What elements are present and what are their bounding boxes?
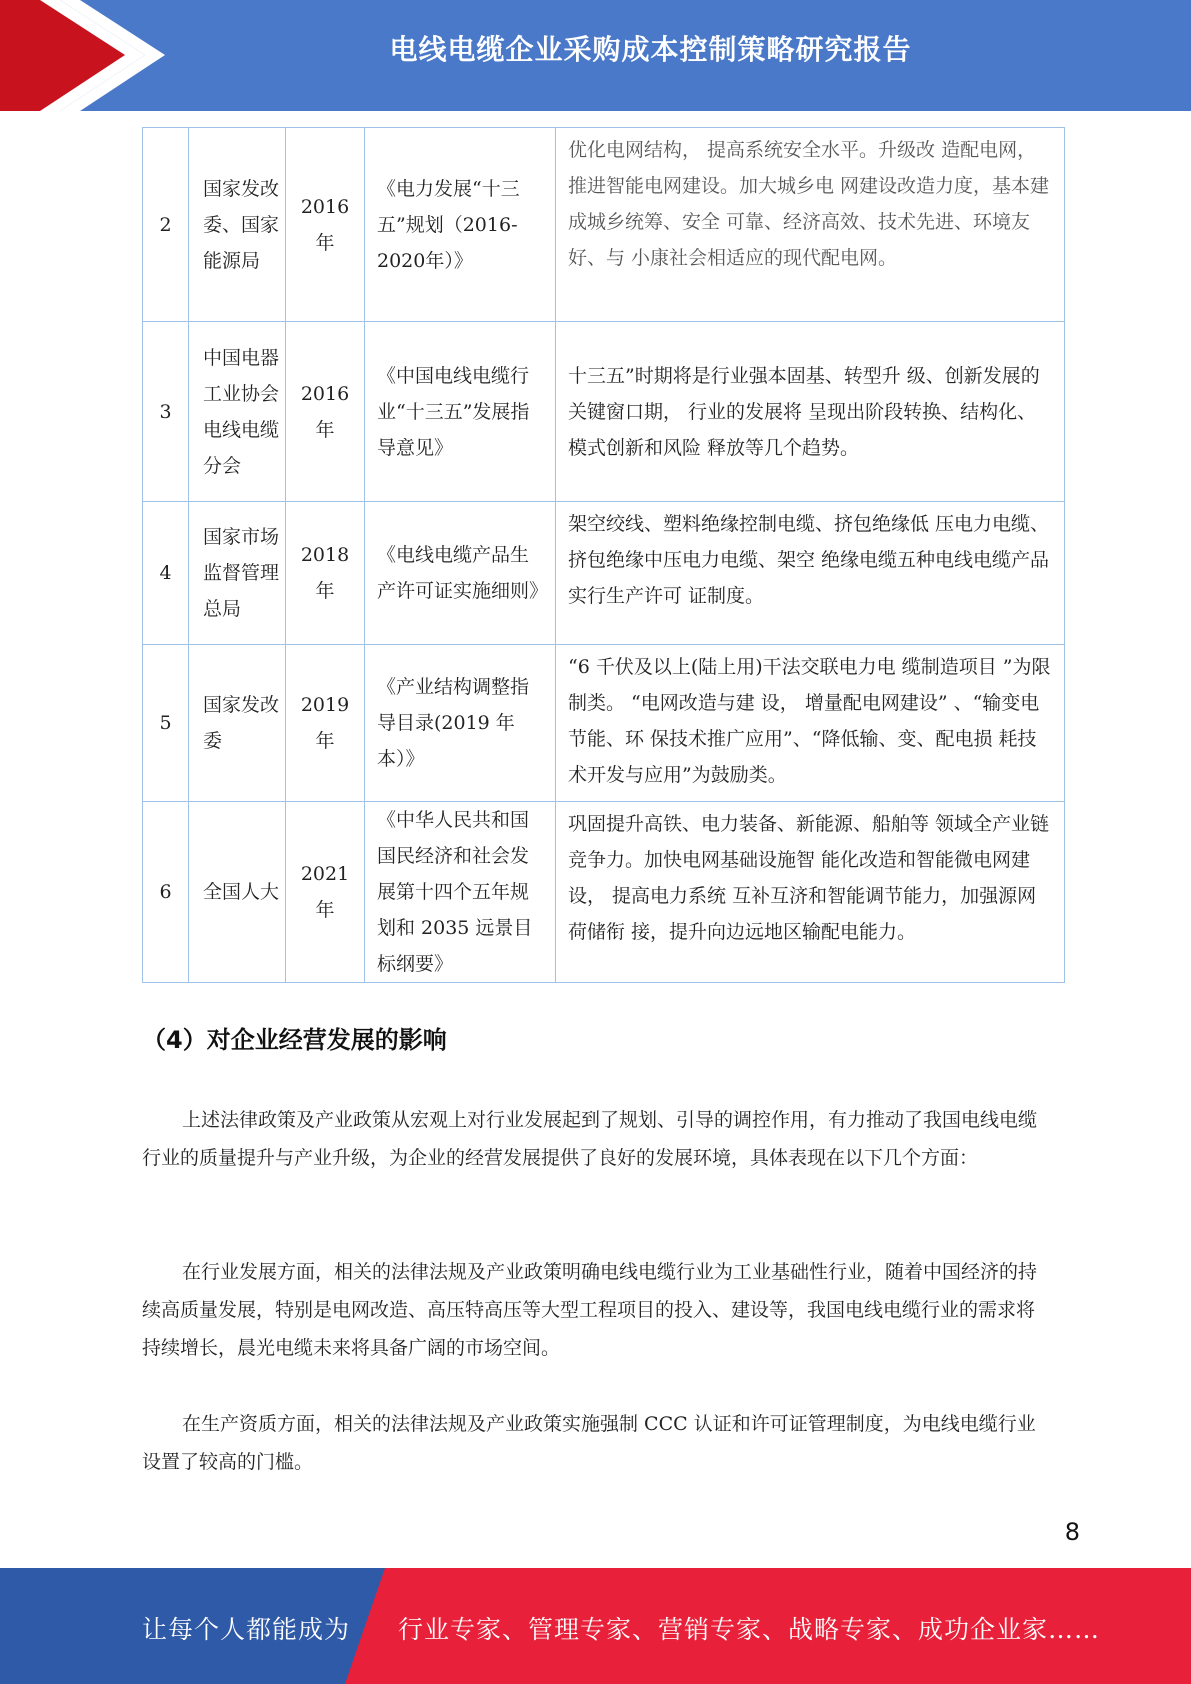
footer-slogan-left: 让每个人都能成为 (142, 1615, 351, 1644)
footer-slogan-right: 行业专家、管理专家、营销专家、战略专家、成功企业家…… (398, 1615, 1101, 1644)
policy-document: 《电力发展“十三五”规划（2016-2020年）》 (365, 128, 556, 322)
table-row (143, 322, 1065, 502)
table-row (143, 645, 1065, 802)
policy-document: 《中华人民共和国国民经济和社会发展第十四个五年规划和 2035 远景目标纲要》 (365, 802, 556, 983)
row-number: 4 (143, 502, 189, 645)
page-header (0, 0, 1191, 111)
issuing-organization: 国家发改委、国家能源局 (189, 128, 286, 322)
policy-document: 《中国电线电缆行业“十三五”发展指导意见》 (365, 322, 556, 502)
row-number: 6 (143, 802, 189, 983)
body-paragraph: 在生产资质方面，相关的法律法规及产业政策实施强制 CCC 认证和许可证管理制度，为电线电缆行业设置了较高的门槛。 (142, 1413, 1036, 1473)
section-heading: （4）对企业经营发展的影响 (142, 1026, 447, 1054)
year: 2018年 (286, 502, 365, 645)
issuing-organization: 全国人大 (189, 802, 286, 983)
body-paragraph: 上述法律政策及产业政策从宏观上对行业发展起到了规划、引导的调控作用，有力推动了我国电线电缆行业的质量提升与产业升级，为企业的经营发展提供了良好的发展环境，具体表现在以下几个方面： (142, 1109, 1038, 1169)
table-row (143, 802, 1065, 983)
policy-table (142, 127, 1065, 983)
policy-content: “6 千伏及以上(陆上用)干法交联电力电 缆制造项目 ”为限制类。 “电网改造与建 设， 增量配电网建设” 、“输变电节能、环 保技术推广应用”、“降低输、变、配电损 耗技术开发与应用”为鼓励类。 (556, 645, 1065, 802)
table-row (143, 128, 1065, 322)
row-number: 5 (143, 645, 189, 802)
year: 2019年 (286, 645, 365, 802)
policy-content: 优化电网结构， 提高系统安全水平。升级改 造配电网， 推进智能电网建设。加大城乡电 网建设改造力度，基本建成城乡统筹、安全 可靠、经济高效、技术先进、环境友好、与 小康社会相适应的现代配电网。 (556, 128, 1065, 322)
policy-content: 架空绞线、塑料绝缘控制电缆、挤包绝缘低 压电力电缆、挤包绝缘中压电力电缆、架空 绝缘电缆五种电线电缆产品实行生产许可 证制度。 (556, 502, 1065, 645)
issuing-organization: 国家市场监督管理总局 (189, 502, 286, 645)
row-number: 2 (143, 128, 189, 322)
policy-document: 《产业结构调整指导目录(2019 年本）》 (365, 645, 556, 802)
policy-content: 巩固提升高铁、电力装备、新能源、船舶等 领域全产业链竞争力。加快电网基础设施智 能化改造和智能微电网建设， 提高电力系统 互补互济和智能调节能力，加强源网荷储衔 接，提升向边远地区输配电能力。 (556, 802, 1065, 983)
page-footer (0, 1568, 1191, 1684)
body-paragraph: 在行业发展方面，相关的法律法规及产业政策明确电线电缆行业为工业基础性行业，随着中国经济的持续高质量发展，特别是电网改造、高压特高压等大型工程项目的投入、建设等，我国电线电缆行业的需求将持续增长，晨光电缆未来将具备广阔的市场空间。 (142, 1261, 1038, 1359)
issuing-organization: 中国电器工业协会电线电缆分会 (189, 322, 286, 502)
report-title: 电线电缆企业采购成本控制策略研究报告 (389, 33, 912, 66)
policy-content: 十三五”时期将是行业强本固基、转型升 级、创新发展的关键窗口期， 行业的发展将 呈现出阶段转换、结构化、模式创新和风险 释放等几个趋势。 (556, 322, 1065, 502)
year: 2016年 (286, 128, 365, 322)
year: 2016年 (286, 322, 365, 502)
policy-document: 《电线电缆产品生产许可证实施细则》 (365, 502, 556, 645)
row-number: 3 (143, 322, 189, 502)
table-row (143, 502, 1065, 645)
page-number: 8 (1064, 1518, 1080, 1546)
issuing-organization: 国家发改委 (189, 645, 286, 802)
year: 2021年 (286, 802, 365, 983)
